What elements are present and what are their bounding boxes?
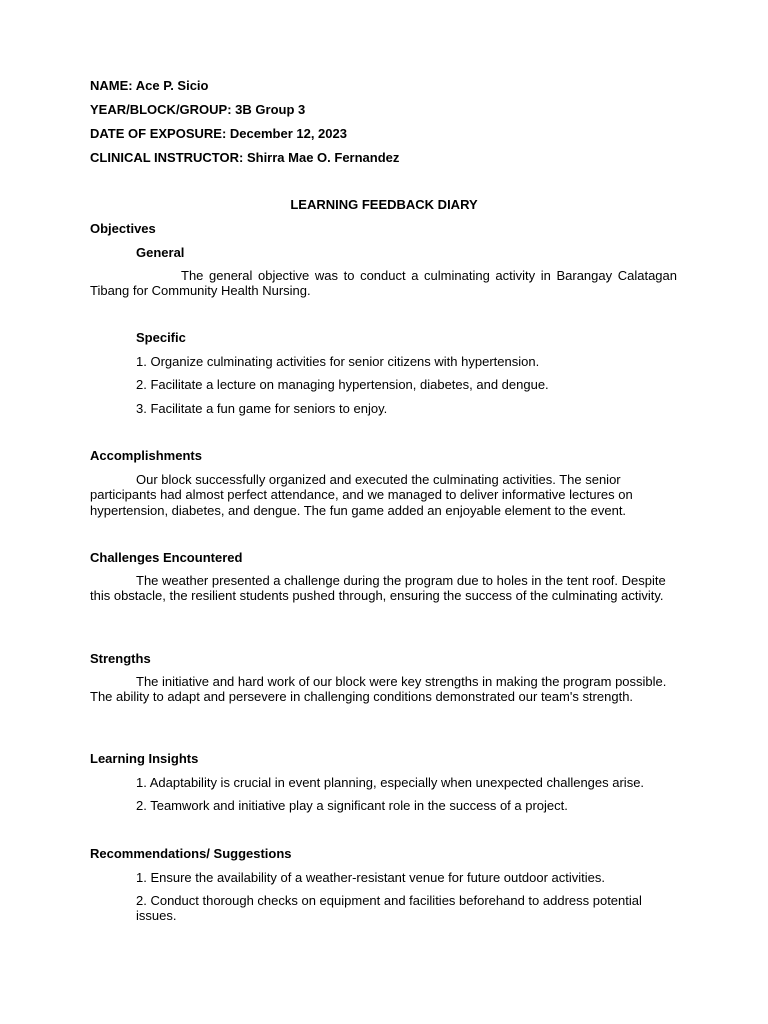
learning-insights-heading: Learning Insights	[90, 751, 199, 766]
challenges-heading: Challenges Encountered	[90, 550, 243, 565]
document-title: LEARNING FEEDBACK DIARY	[290, 197, 478, 212]
general-objective-text: The general objective was to conduct a culminating activity in Barangay Calatagan Tibang for Community Health Nursing.	[90, 268, 677, 299]
objectives-heading: Objectives	[90, 221, 156, 236]
recommendation-item: 2. Conduct thorough checks on equipment and facilities beforehand to address potential issues.	[136, 893, 642, 924]
accomplishments-heading: Accomplishments	[90, 448, 202, 463]
specific-item: 1. Organize culminating activities for senior citizens with hypertension.	[136, 354, 540, 369]
strengths-text: The initiative and hard work of our block were key strengths in making the program possible. The ability to adapt and persevere in challenging conditions demonstrated our team's strength.	[90, 674, 667, 705]
learning-insight-item: 1. Adaptability is crucial in event planning, especially when unexpected challenges arise.	[136, 775, 645, 790]
strengths-heading: Strengths	[90, 651, 151, 666]
year-block-group: YEAR/BLOCK/GROUP: 3B Group 3	[90, 102, 306, 117]
general-heading: General	[136, 245, 185, 260]
specific-item: 2. Facilitate a lecture on managing hypertension, diabetes, and dengue.	[136, 377, 549, 392]
student-name: NAME: Ace P. Sicio	[90, 78, 209, 93]
recommendation-item: 1. Ensure the availability of a weather-resistant venue for future outdoor activities.	[136, 870, 605, 885]
recommendations-heading: Recommendations/ Suggestions	[90, 846, 292, 861]
learning-insight-item: 2. Teamwork and initiative play a significant role in the success of a project.	[136, 798, 568, 813]
specific-heading: Specific	[136, 330, 186, 345]
accomplishments-text: Our block successfully organized and executed the culminating activities. The senior participants had almost perfect attendance, and we managed to deliver informative lectures on hypertension, diabetes, and dengue. The fun game added an enjoyable element to the event.	[90, 472, 633, 518]
clinical-instructor: CLINICAL INSTRUCTOR: Shirra Mae O. Fernandez	[90, 150, 400, 165]
challenges-text: The weather presented a challenge during the program due to holes in the tent roof. Despite this obstacle, the resilient students pushed through, ensuring the success of the culminating activity.	[90, 573, 666, 604]
specific-item: 3. Facilitate a fun game for seniors to enjoy.	[136, 401, 388, 416]
date-of-exposure: DATE OF EXPOSURE: December 12, 2023	[90, 126, 347, 141]
